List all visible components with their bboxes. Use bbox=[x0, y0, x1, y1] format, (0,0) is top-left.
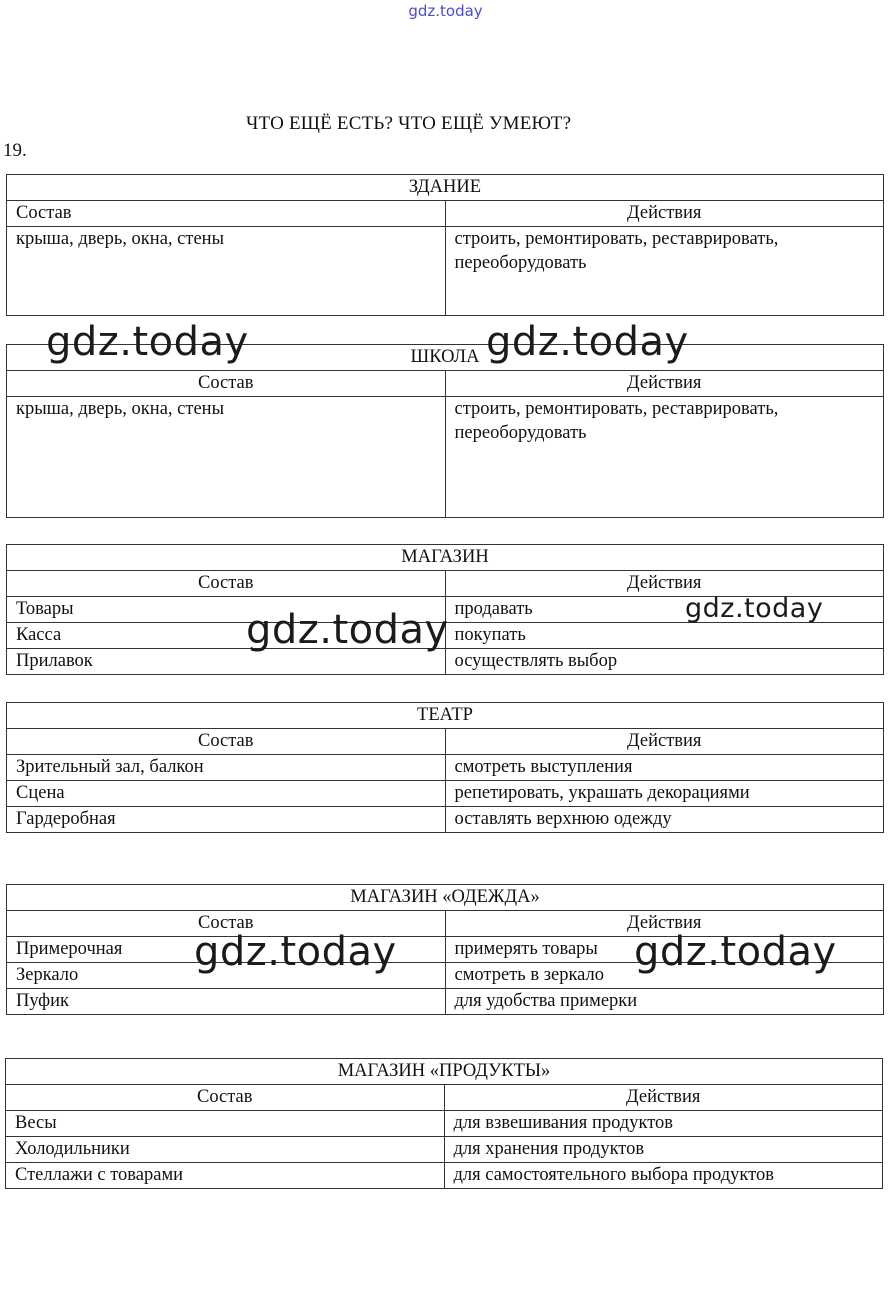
table-title: ШКОЛА bbox=[7, 345, 884, 371]
cell-composition: Холодильники bbox=[6, 1137, 445, 1163]
table-building bbox=[6, 174, 884, 316]
cell-composition: Зеркало bbox=[7, 963, 446, 989]
cell-composition: Касса bbox=[7, 623, 446, 649]
table-row bbox=[6, 1111, 883, 1137]
table-title: ЗДАНИЕ bbox=[7, 175, 884, 201]
watermark: gdz.today bbox=[194, 929, 397, 975]
cell-actions: для удобства примерки bbox=[445, 989, 884, 1015]
cell-composition: Товары bbox=[7, 597, 446, 623]
column-header-actions: Действия bbox=[444, 1085, 883, 1111]
column-header-composition: Состав bbox=[6, 1085, 445, 1111]
cell-actions: смотреть выступления bbox=[445, 755, 884, 781]
table-row bbox=[7, 807, 884, 833]
column-header-composition: Состав bbox=[7, 911, 446, 937]
cell-composition: Пуфик bbox=[7, 989, 446, 1015]
watermark: gdz.today bbox=[634, 929, 837, 975]
cell-actions: осуществлять выбор bbox=[445, 649, 884, 675]
cell-actions: строить, ремонтировать, реставрировать, переоборудовать bbox=[445, 227, 884, 316]
table-school bbox=[6, 344, 884, 518]
table-title: МАГАЗИН «ПРОДУКТЫ» bbox=[6, 1059, 883, 1085]
cell-composition: крыша, дверь, окна, стены bbox=[7, 397, 446, 518]
column-header-actions: Действия bbox=[445, 371, 884, 397]
table-grocery-shop bbox=[5, 1058, 883, 1189]
column-header-actions: Действия bbox=[445, 201, 884, 227]
table-title: МАГАЗИН «ОДЕЖДА» bbox=[7, 885, 884, 911]
page-title: ЧТО ЕЩЁ ЕСТЬ? ЧТО ЕЩЁ УМЕЮТ? bbox=[246, 113, 572, 134]
cell-composition: Стеллажи с товарами bbox=[6, 1163, 445, 1189]
cell-composition: Сцена bbox=[7, 781, 446, 807]
watermark: gdz.today bbox=[685, 593, 824, 624]
column-header-composition: Состав bbox=[7, 729, 446, 755]
table-row bbox=[7, 989, 884, 1015]
table-theatre bbox=[6, 702, 884, 833]
watermark: gdz.today bbox=[486, 319, 689, 365]
cell-composition: Прилавок bbox=[7, 649, 446, 675]
table-title: МАГАЗИН bbox=[7, 545, 884, 571]
table-row bbox=[6, 1137, 883, 1163]
watermark: gdz.today bbox=[46, 319, 249, 365]
table-row bbox=[7, 227, 884, 316]
cell-actions: покупать bbox=[445, 623, 884, 649]
cell-actions: строить, ремонтировать, реставрировать, переоборудовать bbox=[445, 397, 884, 518]
table-row bbox=[7, 755, 884, 781]
cell-actions: оставлять верхнюю одежду bbox=[445, 807, 884, 833]
cell-actions: репетировать, украшать декорациями bbox=[445, 781, 884, 807]
table-row bbox=[7, 781, 884, 807]
table-title: ТЕАТР bbox=[7, 703, 884, 729]
cell-actions: для самостоятельного выбора продуктов bbox=[444, 1163, 883, 1189]
column-header-composition: Состав bbox=[7, 371, 446, 397]
cell-composition: Зрительный зал, балкон bbox=[7, 755, 446, 781]
column-header-composition: Состав bbox=[7, 571, 446, 597]
cell-composition: Гардеробная bbox=[7, 807, 446, 833]
cell-composition: крыша, дверь, окна, стены bbox=[7, 227, 446, 316]
site-link[interactable]: gdz.today bbox=[408, 2, 483, 20]
cell-composition: Примерочная bbox=[7, 937, 446, 963]
column-header-actions: Действия bbox=[445, 571, 884, 597]
table-row bbox=[7, 397, 884, 518]
column-header-composition: Состав bbox=[7, 201, 446, 227]
cell-actions: для взвешивания продуктов bbox=[444, 1111, 883, 1137]
cell-composition: Весы bbox=[6, 1111, 445, 1137]
cell-actions: продавать bbox=[445, 597, 884, 623]
table-row bbox=[6, 1163, 883, 1189]
cell-actions: примерять товары bbox=[445, 937, 884, 963]
column-header-actions: Действия bbox=[445, 911, 884, 937]
watermark: gdz.today bbox=[246, 607, 449, 653]
task-number: 19. bbox=[3, 140, 27, 161]
column-header-actions: Действия bbox=[445, 729, 884, 755]
cell-actions: смотреть в зеркало bbox=[445, 963, 884, 989]
cell-actions: для хранения продуктов bbox=[444, 1137, 883, 1163]
